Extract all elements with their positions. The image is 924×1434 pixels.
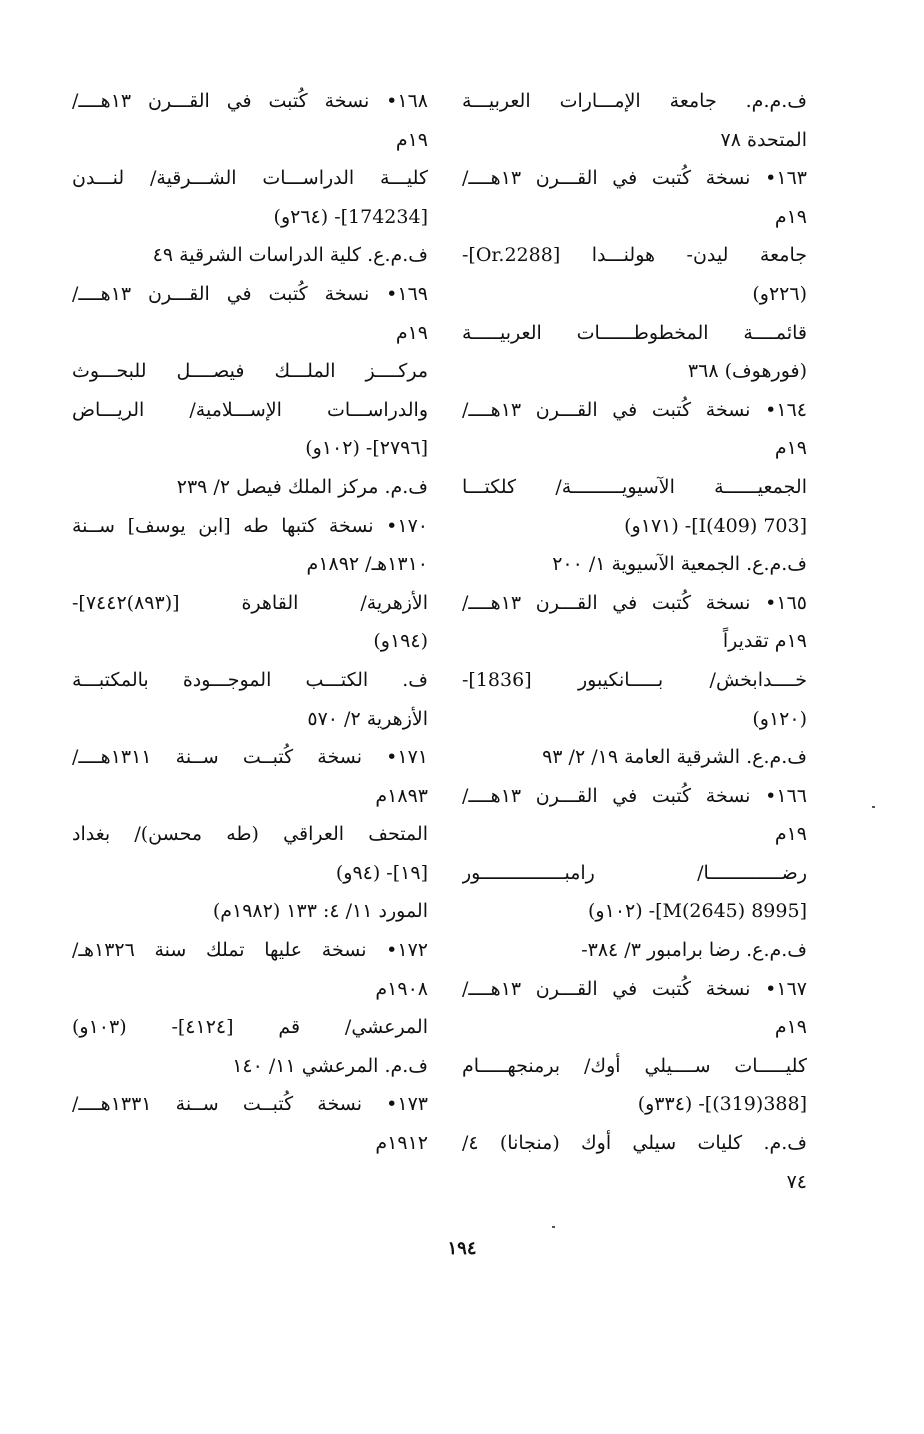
right-column [462, 82, 807, 1201]
entry-line: ١٦٨• نسخة كُتبت في القـــرن ١٣هــــ/ [72, 90, 428, 112]
reference-line: ف. الكتـــب الموجـــودة بالمكتبـــة [72, 668, 428, 691]
continuation-line: [8995 M(2645)]- (١٠٢و) [588, 900, 807, 923]
entry-line: ١٦٣• نسخة كُتبت في القـــرن ١٣هــــ/ [462, 167, 807, 190]
continuation-line: ٧٤ [786, 1170, 807, 1193]
reference-line: ف.م.م. جامعة الإمـــارات العربيـــة [462, 90, 807, 112]
continuation-line: ١٩م [774, 823, 807, 846]
continuation-line: ١٣١٠هـ/ ١٨٩٢م [306, 553, 428, 576]
scan-speck [872, 806, 875, 808]
reference-line: ف.م.ع. كلية الدراسات الشرقية ٤٩ [152, 244, 428, 267]
continuation-line: [703 I(409)]- (١٧١و) [624, 514, 807, 537]
reference-line: قائمــــة المخطوطــــــات العربيـــــة [462, 321, 807, 344]
entry-line: ١٦٦• نسخة كُتبت في القـــرن ١٣هــــ/ [462, 784, 807, 807]
continuation-line: (فورهوف) ٣٦٨ [687, 360, 807, 383]
reference-line: الأزهرية/ القاهرة [(٨٩٣)٧٤٤٢]- [72, 591, 428, 614]
reference-line: كليـــــات ســــيلي أوك/ برمنجهـــــام [462, 1054, 807, 1077]
continuation-line: (٢٢٦و) [752, 282, 807, 305]
page-number: ١٩٤ [447, 1238, 477, 1259]
reference-line: مركــــز الملـــك فيصــــل للبحـــوث [72, 360, 428, 383]
continuation-line: [٢٧٩٦]- (١٠٢و) [305, 437, 428, 460]
continuation-line: ١٩م [395, 321, 428, 344]
entry-line: ١٧٠• نسخة كتبها طه [ابن يوسف] ســنة [72, 514, 428, 537]
continuation-line: الأزهرية ٢/ ٥٧٠ [307, 707, 428, 730]
continuation-line: [174234]- (٢٦٤و) [273, 205, 428, 228]
continuation-line: ١٩م تقديراً [722, 630, 807, 653]
reference-line: جامعة ليدن- هولنـــدا [Or.2288]- [462, 244, 807, 267]
reference-line: المتحف العراقي (طه محسن)/ بغداد [72, 823, 428, 846]
continuation-line: ١٩م [774, 1016, 807, 1039]
continuation-line: (١٢٠و) [752, 707, 807, 730]
continuation-line: (١٩٤و) [373, 630, 428, 653]
reference-line: المورد ١١/ ٤: ١٣٣ (١٩٨٢م) [212, 900, 428, 923]
continuation-line: ١٩م [774, 205, 807, 228]
reference-line: رضـــــــــــــا/ رامبـــــــــــــــور [462, 861, 807, 884]
scan-speck [552, 1226, 555, 1228]
continuation-line: ١٩٠٨م [375, 977, 428, 1000]
reference-line: خــــدابخش/ بـــــانكيبور [1836]- [462, 668, 807, 691]
reference-line: والدراســـات الإســـلامية/ الريـــاض [72, 398, 428, 421]
entry-line: ١٦٥• نسخة كُتبت في القـــرن ١٣هــــ/ [462, 591, 807, 614]
left-column [72, 82, 428, 1163]
reference-line: ف.م.ع. الشرقية العامة ١٩/ ٢/ ٩٣ [542, 746, 807, 769]
reference-line: المرعشي/ قم [٤١٢٤]- (١٠٣و) [72, 1016, 428, 1039]
continuation-line: [١٩]- (٩٤و) [335, 861, 428, 884]
reference-line: ف.م. مركز الملك فيصل ٢/ ٢٣٩ [176, 475, 428, 498]
reference-line: ف.م.ع. رضا برامبور ٣/ ٣٨٤- [581, 939, 807, 962]
reference-line: كليـــة الدراســـات الشـــرقية/ لنـــدن [72, 167, 428, 190]
entry-line: ١٧٢• نسخة عليها تملك سنة ١٣٢٦هـ/ [72, 939, 428, 962]
continuation-line: ١٩م [395, 128, 428, 151]
reference-line: ف.م.ع. الجمعية الآسيوية ١/ ٢٠٠ [552, 553, 807, 576]
reference-line: الجمعيــــــة الآسيويـــــــــة/ كلكتـــا [462, 475, 807, 498]
reference-line: ف.م. المرعشي ١١/ ١٤٠ [232, 1054, 428, 1077]
continuation-line: ١٩م [774, 437, 807, 460]
continuation-line: ١٨٩٣م [375, 784, 428, 807]
entry-line: ١٧٣• نسخة كُتبــت ســنة ١٣٣١هــــ/ [72, 1093, 428, 1116]
entry-line: ١٦٩• نسخة كُتبت في القـــرن ١٣هــــ/ [72, 282, 428, 305]
continuation-line: المتحدة ٧٨ [720, 128, 807, 151]
continuation-line: [388(319)]- (٣٣٤و) [637, 1093, 807, 1116]
entry-line: ١٦٤• نسخة كُتبت في القـــرن ١٣هــــ/ [462, 398, 807, 421]
entry-line: ١٦٧• نسخة كُتبت في القـــرن ١٣هــــ/ [462, 977, 807, 1000]
entry-line: ١٧١• نسخة كُتبــت ســنة ١٣١١هــــ/ [72, 746, 428, 769]
reference-line: ف.م. كليات سيلي أوك (منجانا) ٤/ [462, 1132, 807, 1155]
continuation-line: ١٩١٢م [375, 1132, 428, 1155]
